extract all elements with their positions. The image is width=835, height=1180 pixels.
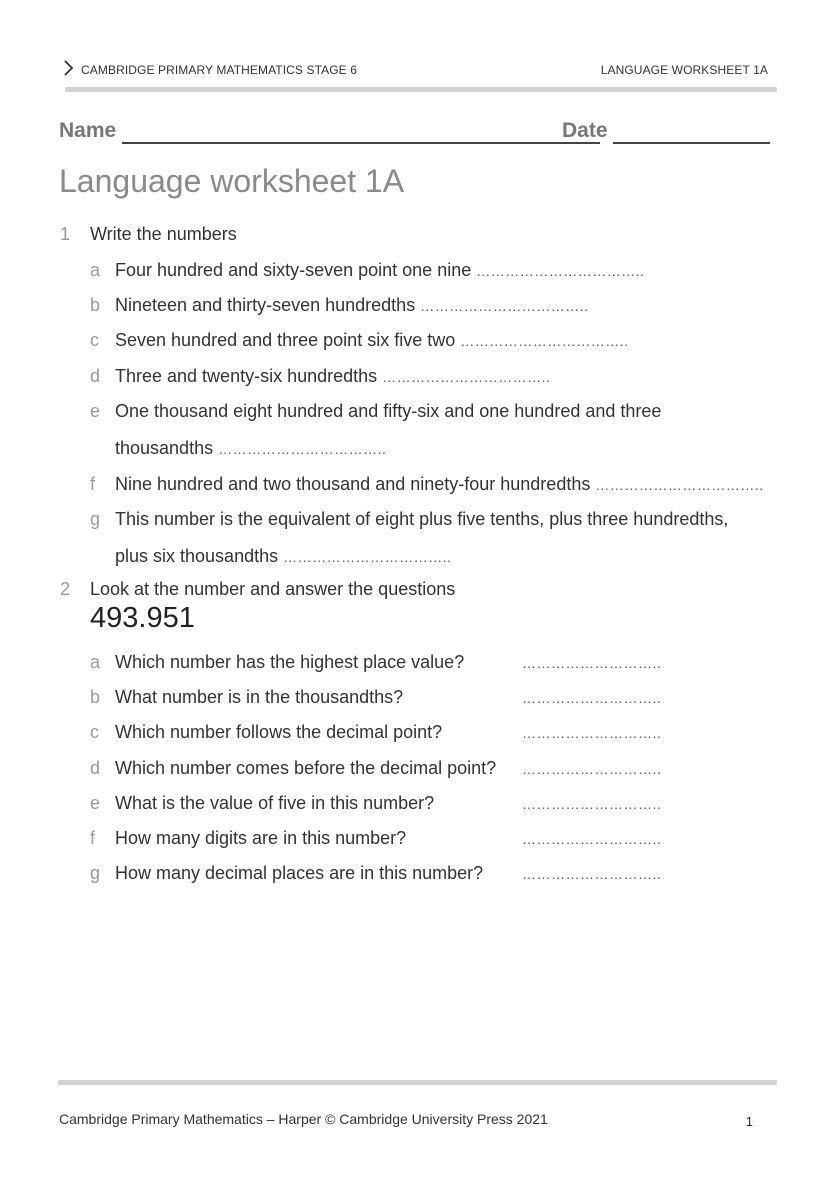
- answer-dots[interactable]: ……………………………..: [460, 333, 629, 349]
- date-label: Date: [562, 119, 608, 142]
- item-letter: f: [90, 828, 96, 848]
- item-text: Seven hundred and three point six five two: [115, 330, 456, 350]
- worksheet-title: Language worksheet 1A: [59, 163, 405, 199]
- item-text: What number is in the thousandths?: [115, 687, 404, 707]
- item-letter: e: [90, 793, 101, 813]
- item-letter: d: [90, 366, 101, 386]
- header-series-title: CAMBRIDGE PRIMARY MATHEMATICS STAGE 6: [81, 63, 357, 77]
- item-text: Three and twenty-six hundredths: [115, 366, 378, 386]
- item-text: One thousand eight hundred and fifty-six and one hundred and three thousandths: [115, 401, 662, 458]
- answer-dots[interactable]: ………………………..: [522, 831, 662, 847]
- question-item: [90, 722, 730, 746]
- item-letter: b: [90, 295, 101, 315]
- item-text: Which number follows the decimal point?: [115, 722, 443, 742]
- item-letter: g: [90, 509, 101, 529]
- item-text: Four hundred and sixty-seven point one nine: [115, 260, 472, 280]
- answer-dots[interactable]: ……………………………..: [476, 263, 645, 279]
- header-divider: [65, 87, 777, 92]
- question-item: [90, 828, 730, 852]
- question-item: [90, 652, 730, 676]
- item-text: This number is the equivalent of eight plus five tenths, plus three hundredths, plus six thousandths: [115, 509, 729, 566]
- date-field-line[interactable]: [613, 142, 770, 144]
- page-header: [62, 60, 768, 80]
- item-text: How many digits are in this number?: [115, 828, 407, 848]
- question-item: [90, 687, 730, 711]
- item-letter: g: [90, 863, 101, 883]
- answer-dots[interactable]: ………………………..: [522, 655, 662, 671]
- item-letter: d: [90, 758, 101, 778]
- item-text: Nine hundred and two thousand and ninety-four hundredths: [115, 474, 591, 494]
- answer-dots[interactable]: ……………………………..: [283, 549, 452, 565]
- answer-dots[interactable]: ………………………..: [522, 725, 662, 741]
- name-field-line[interactable]: [122, 142, 600, 144]
- item-letter: c: [90, 330, 99, 350]
- item-letter: f: [90, 474, 96, 494]
- item-text: Which number has the highest place value?: [115, 652, 465, 672]
- item-letter: a: [90, 260, 101, 280]
- chevron-right-icon: [62, 59, 76, 77]
- question-item: [90, 758, 730, 782]
- question-number: 1: [60, 224, 71, 244]
- page-number: 1: [745, 1114, 753, 1129]
- question-prompt: Write the numbers: [90, 224, 237, 244]
- footer-divider: [58, 1080, 777, 1085]
- answer-dots[interactable]: ………………………..: [522, 690, 662, 706]
- item-text: Which number comes before the decimal point?: [115, 758, 497, 778]
- item-text: What is the value of five in this number?: [115, 793, 435, 813]
- answer-dots[interactable]: ……………………………..: [382, 369, 551, 385]
- item-letter: b: [90, 687, 101, 707]
- answer-dots[interactable]: ………………………..: [522, 796, 662, 812]
- answer-dots[interactable]: ……………………………..: [218, 441, 387, 457]
- answer-dots[interactable]: ………………………..: [522, 866, 662, 882]
- item-text: How many decimal places are in this number?: [115, 863, 484, 883]
- answer-dots[interactable]: ……………………………..: [595, 477, 764, 493]
- question-item: [90, 863, 730, 887]
- item-letter: a: [90, 652, 101, 672]
- question-item: [90, 793, 730, 817]
- name-label: Name: [59, 119, 117, 142]
- header-worksheet-title: LANGUAGE WORKSHEET 1A: [600, 63, 768, 77]
- answer-dots[interactable]: ……………………………..: [420, 298, 589, 314]
- footer-credit: Cambridge Primary Mathematics – Harper © Cambridge University Press 2021: [59, 1111, 548, 1127]
- question-prompt: Look at the number and answer the questions: [90, 579, 456, 599]
- name-date-row: [59, 117, 770, 147]
- item-letter: e: [90, 401, 101, 421]
- item-text: Nineteen and thirty-seven hundredths: [115, 295, 416, 315]
- question-number: 2: [60, 579, 71, 599]
- featured-number: 493.951: [90, 602, 195, 634]
- answer-dots[interactable]: ………………………..: [522, 761, 662, 777]
- item-letter: c: [90, 722, 99, 742]
